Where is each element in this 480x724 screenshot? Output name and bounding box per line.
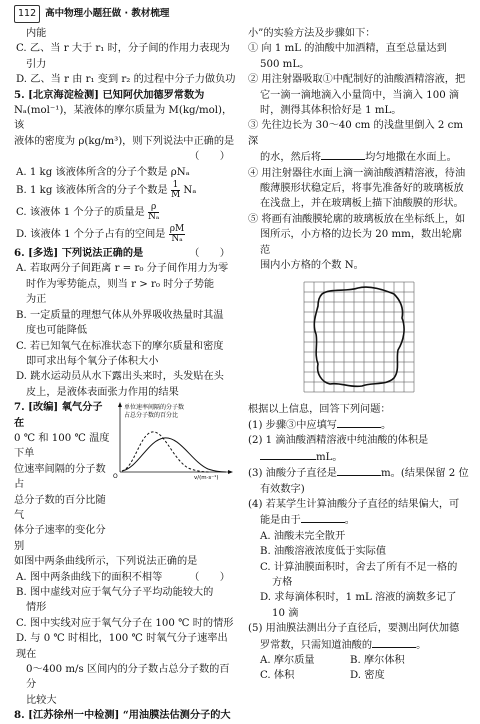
option-line: B. 一定质量的理想气体从外界吸收热量时其温 — [16, 309, 224, 321]
option-4c-cont: 方格 — [272, 576, 293, 588]
left-column — [14, 26, 236, 724]
option-4a: A. 油酸未完全散开 — [260, 530, 346, 542]
option-line: D. 与 0 ℃ 时相比，100 ℃ 时氧气分子速率出现在 — [16, 633, 228, 660]
option-7a: A. 图中两条曲线下的面积不相等 — [16, 571, 163, 583]
y-axis-label-1: 单位速率间隔的分子数 — [124, 404, 185, 412]
oil-film-grid-figure — [248, 278, 470, 396]
answer-blank[interactable] — [337, 465, 381, 476]
answer-blank[interactable] — [321, 149, 365, 160]
book-title: 高中物理小题狂做 · 教材梳理 — [45, 8, 170, 20]
option-5a: A. 1 kg 该液体所含的分子个数是 ρNₐ — [16, 166, 190, 178]
answer-blank[interactable] — [337, 417, 381, 428]
answer-paren-row — [14, 149, 236, 164]
page-number: 112 — [14, 5, 40, 22]
step-line: ① 向 1 mL 的油酸中加酒精，直至总量达到 — [248, 43, 447, 55]
answer-blank[interactable] — [301, 512, 345, 523]
fraction: $\frac{\rho M}{\text{Nₐ}}$ — [169, 223, 185, 244]
options-row-5cd: C. 体积 D. 密度 — [260, 670, 385, 682]
option-4c: C. 计算油膜面积时，舍去了所有不足一格的 — [260, 561, 458, 573]
sub-question-5: (5) 用油膜法测出分子直径后，要测出阿伏加德 — [248, 623, 460, 635]
question-5-stem: 5. [北京海淀检测] 已知阿伏加德罗常数为 — [14, 88, 205, 101]
question-line: 液体的密度为 ρ(kg/m³)，则下列说法中正确的是 — [14, 135, 235, 147]
option-line: D. 跳水运动员从水下露出头来时，头发贴在头 — [16, 371, 224, 383]
option-line: 为正 — [26, 294, 47, 306]
option-5d: D. 该液体 1 个分子占有的空间是 $\frac{\rho M}{\text{Nₐ}}$ — [16, 223, 185, 244]
answer-blank[interactable] — [372, 637, 416, 648]
option-5c: C. 该液体 1 个分子的质量是 $\frac{\rho}{\text{Nₐ}}$ — [16, 201, 160, 222]
step-line: ③ 先往边长为 30～40 cm 的浅盘里倒入 2 cm 深 — [248, 120, 464, 147]
question-line: 如图中两条曲线所示，下列说法正确的是 （ ） — [14, 556, 230, 583]
text-line: 小”的实验方法及步骤如下： — [248, 28, 376, 39]
option-line: 情形 — [26, 602, 47, 614]
fraction: $\frac{1}{M}$ — [170, 179, 181, 200]
sub-question-4: (4) 若某学生计算油酸分子直径的结果偏大，可 — [248, 498, 460, 510]
step-line: ② 用注射器吸取①中配制好的油酸酒精溶液，把 — [248, 74, 466, 86]
option-line: 0～400 m/s 区间内的分子数占总分子数的百分 — [26, 664, 230, 691]
oil-film-grid-svg — [300, 278, 418, 396]
text-line: 内能 — [26, 28, 47, 39]
step-line: 500 mL。 — [260, 58, 310, 70]
option-5b: B. 1 kg 该液体所含的分子个数是 $\frac{1}{M}$ Nₐ — [16, 179, 197, 200]
step-line: ⑤ 将画有油酸膜轮廓的玻璃板放在坐标纸上，如 — [248, 213, 466, 225]
options-row-5ab: A. 摩尔质量 B. 摩尔体积 — [260, 655, 405, 666]
origin-label: O — [113, 473, 118, 481]
sub-question-1: (1) 步骤③中应填写 。 — [248, 417, 470, 433]
option-line: C. 若已知氧气在标准状态下的摩尔质量和密度 — [16, 340, 224, 352]
answer-paren: （ ） — [189, 151, 230, 163]
x-axis-arrow — [228, 470, 233, 474]
question-6-stem: 6. [多选] 下列说法正确的是 （ ） — [14, 247, 230, 260]
option-4d: D. 求每滴体积时，1 mL 溶液的滴数多记了 — [260, 592, 457, 604]
question-7-stem: 7. [改编] 氧气分子在 0 ℃ 和 100 ℃ 温度下单 位速率间隔的分子数占 总分子数的百分比随气 体分子速率的变化分别 — [14, 401, 110, 552]
answer-blank[interactable] — [260, 449, 316, 460]
option-line: C. 乙、当 r 大于 r₁ 时，分子间的作用力表现为 — [16, 43, 230, 55]
option-line: 皮上，是液体表面张力作用的结果 — [26, 386, 179, 398]
sub-question-3: (3) 油酸分子直径是 m。(结果保留 2 位 — [248, 465, 470, 481]
option-4d-cont: 10 滴 — [272, 607, 299, 619]
option-line: D. 乙、当 r 由 r₁ 变到 r₂ 的过程中分子力做负功 — [16, 74, 236, 86]
option-line: 引力 — [26, 58, 47, 70]
option-7c: C. 图中实线对应于氧气分子在 100 ℃ 时的情形 — [16, 617, 234, 629]
option-line: B. 图中虚线对应于氧气分子平均动能较大的 — [16, 587, 214, 598]
option-line: 即可求出每个氧分子体积大小 — [26, 355, 159, 367]
option-line: 度也可能降低 — [26, 325, 88, 337]
page-header — [14, 6, 169, 22]
step-line: 酸薄膜形状稳定后，将事先准备好的玻璃板放 — [260, 183, 464, 195]
solid-curve — [122, 438, 226, 472]
option-line: 比较大 — [26, 694, 57, 706]
step-line: 时，测得其体积恰好是 1 mL。 — [260, 105, 402, 117]
question-7-block — [14, 400, 236, 554]
y-axis-arrow — [118, 402, 122, 407]
question-line: Nₐ(mol⁻¹)，某液体的摩尔质量为 M(kg/mol)，该 — [14, 105, 233, 132]
sub-question-5-cont: 罗常数，只需知道油酸的 。 — [248, 637, 470, 653]
option-4b: B. 油酸溶液浓度低于实际值 — [260, 546, 387, 558]
step-line: 在浅盘上，并在玻璃板上描下油酸膜的形状。 — [260, 198, 464, 210]
sub-question-4-cont: 能是由于 。 — [248, 512, 470, 528]
fraction: $\frac{\rho}{\text{Nₐ}}$ — [148, 201, 160, 222]
x-axis-label: v/(m·s⁻¹) — [194, 475, 219, 481]
y-axis-label-2: 占总分子数的百分比 — [124, 412, 179, 420]
step-line: 图所示，小方格的边长为 20 mm，数出轮廓范 — [260, 229, 462, 256]
speed-distribution-chart — [110, 400, 236, 490]
step-line: 它一滴一滴地滴入小量筒中，当滴入 100 滴 — [260, 89, 460, 101]
option-line: 时作为零势能点，则当 r > r₀ 时分子势能 — [26, 278, 215, 290]
sub-question-2-cont: mL。 — [248, 449, 470, 465]
speed-distribution-svg — [110, 400, 236, 480]
sub-question-2: (2) 1 滴油酸酒精溶液中纯油酸的体积是 — [248, 435, 429, 447]
sub-question-3-cont: 有效数字) — [260, 483, 305, 495]
step-line: 围内小方格的个数 N。 — [260, 260, 364, 272]
step-line: ④ 用注射器往水面上滴一滴油酸酒精溶液，待油 — [248, 167, 466, 179]
option-line: A. 若取两分子间距离 r = r₀ 分子间作用力为零 — [16, 263, 229, 275]
step-line: 的水，然后将 均匀地撒在水面上。 — [248, 149, 470, 165]
right-column — [248, 26, 470, 684]
question-8-stem: 8. [江苏徐州一中检测] “用油膜法估测分子的大 — [14, 709, 231, 722]
text-line: 根据以上信息，回答下列问题： — [248, 403, 391, 415]
